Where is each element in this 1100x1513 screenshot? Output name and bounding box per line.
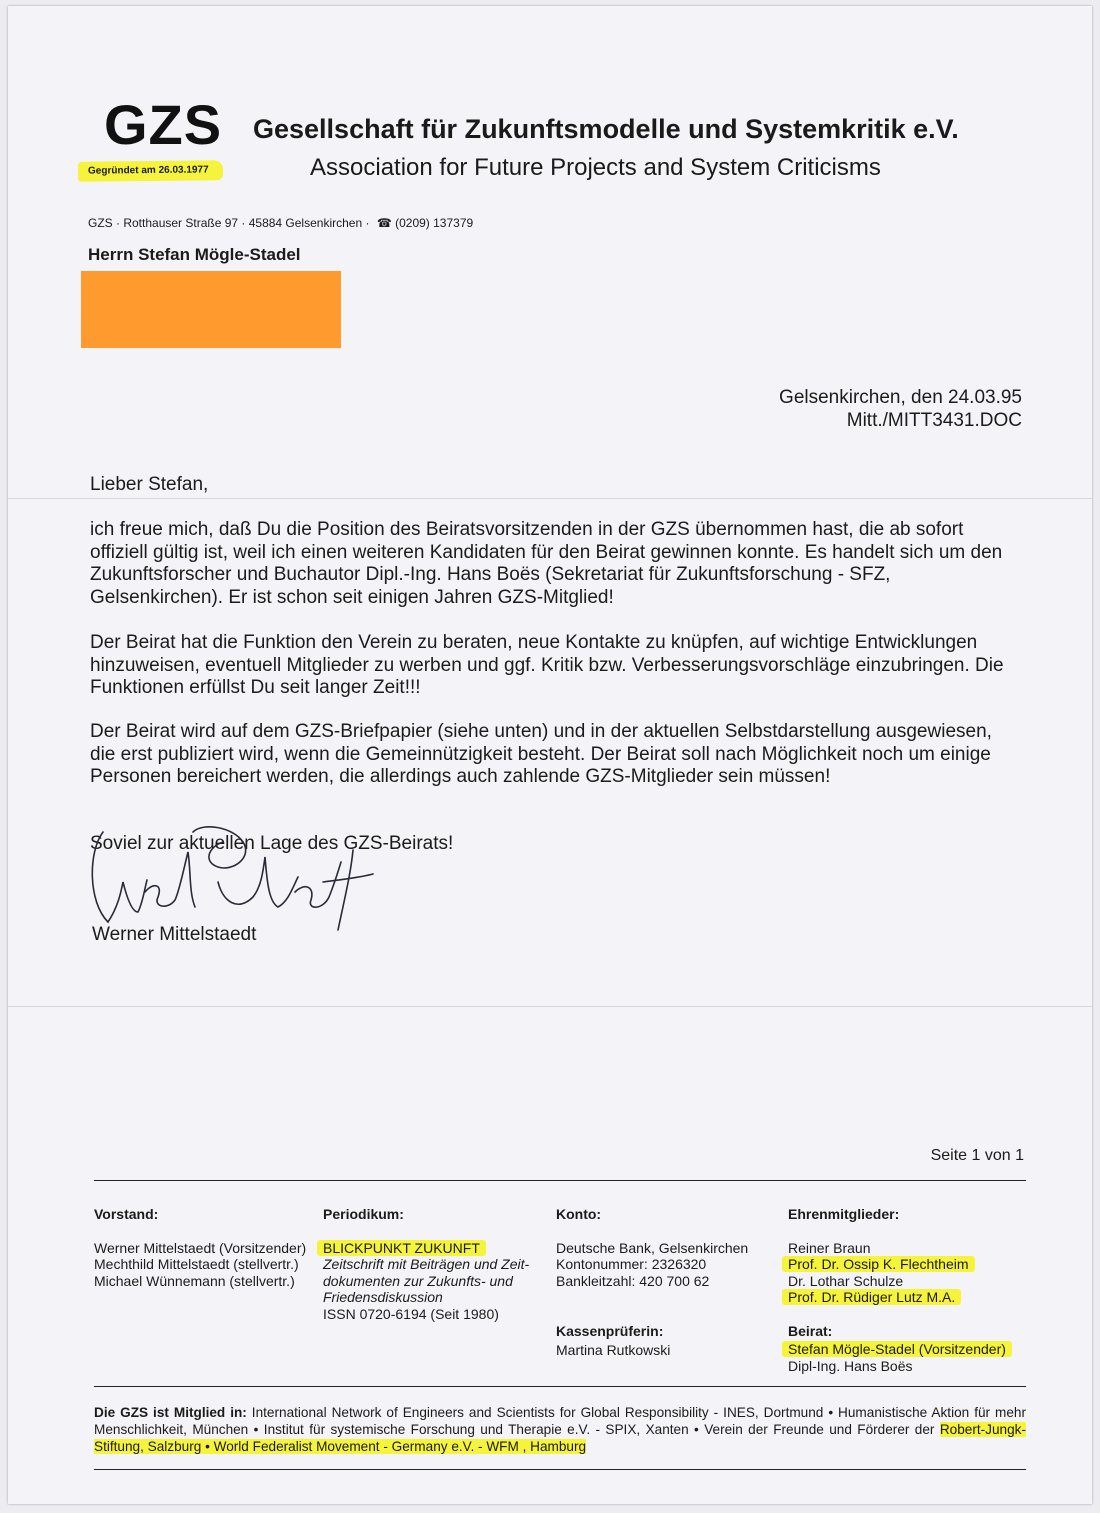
redaction-block [81, 271, 341, 348]
honorary-member: Dr. Lothar Schulze [788, 1272, 904, 1289]
periodical-title: BLICKPUNKT ZUKUNFT [317, 1240, 486, 1256]
salutation: Lieber Stefan, [90, 474, 209, 495]
gzs-logo: GZS [104, 93, 223, 156]
honorary-heading: Ehrenmitglieder: [788, 1206, 900, 1222]
handwritten-signature [83, 812, 383, 942]
founded-date-highlight: Gegründet am 26.03.1977 [78, 160, 223, 182]
sender-phone: (0209) 137379 [395, 216, 474, 230]
account-line: Kontonummer: 2326320 [556, 1256, 707, 1272]
account-line: Bankleitzahl: 420 700 62 [556, 1272, 710, 1289]
board-heading: Vorstand: [94, 1206, 159, 1222]
footer-divider [94, 1180, 1026, 1181]
footer-periodical-column [323, 1206, 529, 1322]
honorary-member: Reiner Braun [788, 1239, 871, 1256]
body-paragraph-3: Der Beirat wird auf dem GZS-Briefpapier (siehe unten) und in der aktuellen Selbstdarstellung ausgewiesen, die erst publiziert wird, wenn die Gemeinnützigkeit besteht. Der Beirat soll nach Möglichkeit noch um einige Personen bereichert werden, die allerdings auch zahlende GZS-Mitglieder sein müssen! [90, 721, 992, 787]
footer-account-column [556, 1206, 748, 1358]
footer-divider [94, 1386, 1026, 1387]
sender-address-text: GZS · Rotthauser Straße 97 · 45884 Gelsenkirchen · [88, 216, 370, 230]
organization-name: Gesellschaft für Zukunftsmodelle und Systemkritik e.V. [253, 114, 959, 144]
advisory-board-chair: Stefan Mögle-Stadel (Vorsitzender) [782, 1341, 1012, 1357]
advisory-board-heading: Beirat: [788, 1322, 833, 1339]
periodical-heading: Periodikum: [323, 1206, 404, 1222]
periodical-description: Zeitschrift mit Beiträgen und Zeit- [323, 1256, 530, 1272]
body-paragraph-2: Der Beirat hat die Funktion den Verein zu beraten, neue Kontakte zu knüpfen, auf wichtige Entwicklungen hinzuweisen, eventuell Mitglieder zu werben und ggf. Kritik bzw. Verbesserungsvorschläge einzubringen. Die Funktionen erfüllst Du seit langer Zeit!!! [90, 632, 1004, 698]
periodical-description: dokumenten zur Zukunfts- und [323, 1272, 513, 1289]
place-date: Gelsenkirchen, den 24.03.95 [779, 387, 1022, 408]
telephone-icon: ☎ [376, 216, 392, 230]
periodical-description: Friedensdiskussion [323, 1289, 443, 1305]
honorary-member: Prof. Dr. Rüdiger Lutz M.A. [782, 1289, 961, 1305]
honorary-member: Prof. Dr. Ossip K. Flechtheim [782, 1256, 975, 1272]
advisory-board-member: Dipl-Ing. Hans Boës [788, 1357, 913, 1374]
memberships-lead: Die GZS ist Mitglied in: [94, 1405, 247, 1420]
closing-line: Soviel zur aktuellen Lage des GZS-Beirats! [90, 833, 454, 854]
memberships-list: International Network of Engineers and Scientists for Global Responsibility - INES, Dortmund • Humanistische Aktion für mehr Menschlichkeit, München • Institut für systemische Forschung und Therapie e.V. - SPIX, Xanten • Verein der Freunde und Förderer der [94, 1405, 1026, 1437]
memberships-text [94, 1404, 1026, 1455]
account-line: Deutsche Bank, Gelsenkirchen [556, 1239, 749, 1256]
sender-address [88, 216, 473, 230]
dateline [779, 386, 1022, 432]
footer-divider [94, 1469, 1026, 1470]
recipient-name: Herrn Stefan Mögle-Stadel [88, 245, 301, 264]
letter-page [8, 6, 1092, 1504]
auditor-heading: Kassenprüferin: [556, 1323, 664, 1339]
body-paragraph-1: ich freue mich, daß Du die Position des Beiratsvorsitzenden in der GZS übernommen hast, die ab sofort offiziell gültig ist, weil ich einen weiteren Kandidaten für den Beirat gewinnen konnte. Es handelt sich um den Zukunftsforscher und Buchautor Dipl.-Ing. Hans Boës (Sekretariat für Zukunftsforschung - SFZ, Gelsenkirchen). Er ist schon seit einigen Jahren GZS-Mitglied! [90, 519, 1003, 608]
account-heading: Konto: [556, 1206, 602, 1222]
periodical-issn: ISSN 0720-6194 (Seit 1980) [323, 1305, 499, 1322]
organization-subtitle: Association for Future Projects and System Criticisms [310, 154, 881, 181]
auditor-name: Martina Rutkowski [556, 1341, 671, 1358]
board-member: Mechthild Mittelstaedt (stellvertr.) [94, 1256, 299, 1272]
footer-board-column [94, 1206, 306, 1289]
board-member: Michael Wünnemann (stellvertr.) [94, 1272, 295, 1289]
document-reference: Mitt./MITT3431.DOC [846, 410, 1022, 431]
page-number: Seite 1 von 1 [930, 1147, 1024, 1164]
paper-fold-line [8, 1006, 1092, 1007]
footer-honorary-column [788, 1206, 1012, 1374]
memberships-highlighted: Robert-Jungk-Stiftung, Salzburg • World Federalist Movement - Germany e.V. - WFM , Hamburg [94, 1422, 1026, 1454]
signer-name: Werner Mittelstaedt [92, 924, 257, 945]
board-member: Werner Mittelstaedt (Vorsitzender) [94, 1239, 307, 1256]
paper-fold-line [8, 498, 1092, 499]
